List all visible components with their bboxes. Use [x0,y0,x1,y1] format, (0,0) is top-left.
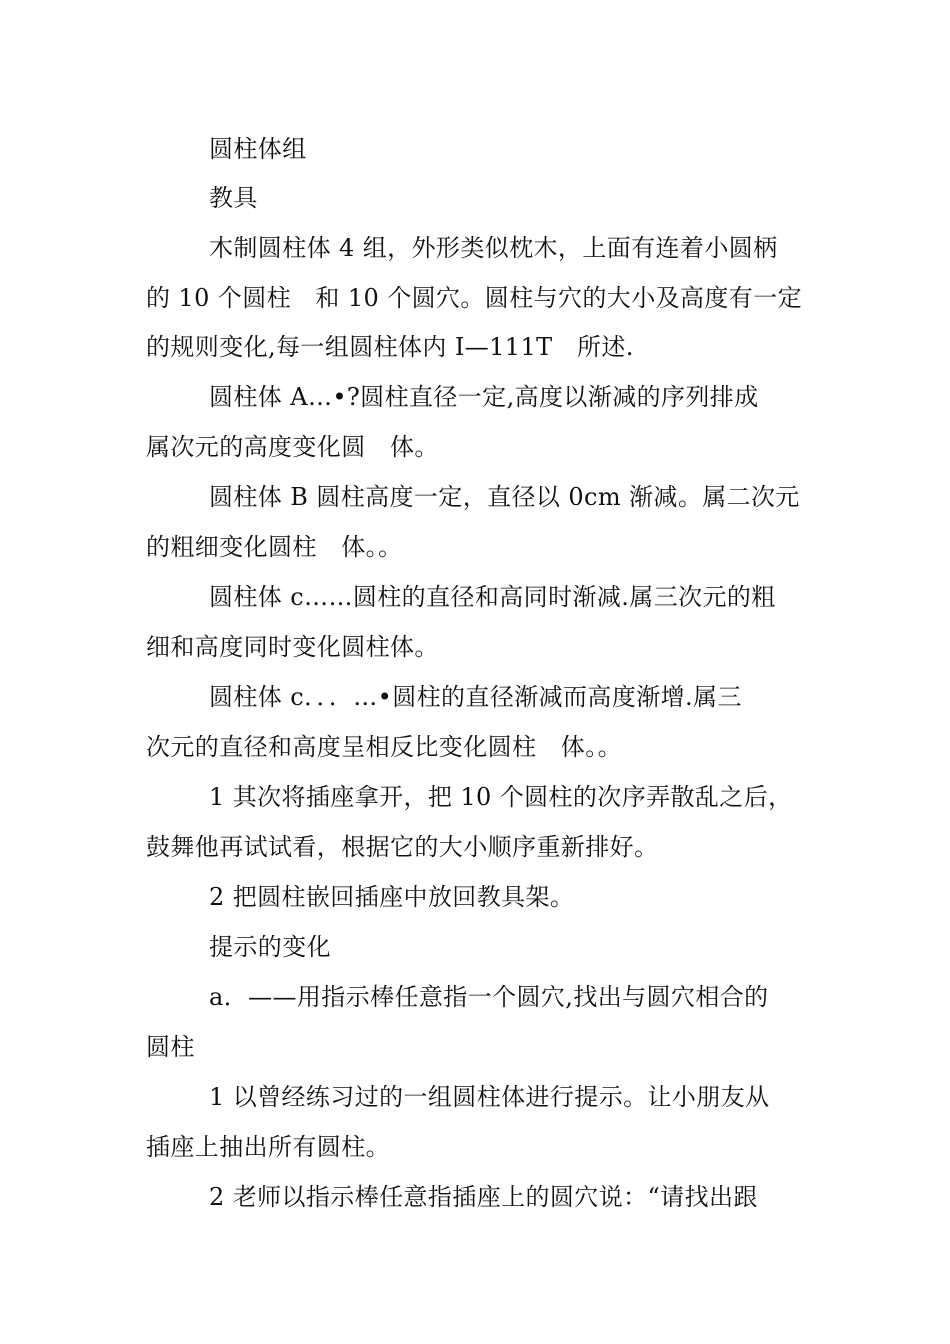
paragraph-line: a．——用指示棒任意指一个圆穴,找出与圆穴相合的 [209,983,769,1011]
heading-presentation-variations: 提示的变化 [209,933,331,961]
paragraph-line: 的 10 个圆柱 和 10 个圆穴。圆柱与穴的大小及高度有一定 [146,284,802,312]
paragraph-line: 圆柱 [146,1033,195,1061]
paragraph-line: 圆柱体 B 圆柱高度一定，直径以 0cm 渐减。属二次元 [209,483,800,511]
paragraph-line: 次元的直径和高度呈相反比变化圆柱 体。。 [146,733,622,761]
heading-cylinder-set: 圆柱体组 [209,135,307,163]
paragraph-line: 圆柱体 A…•?圆柱直径一定,高度以渐减的序列排成 [209,383,759,411]
paragraph-line: 2 老师以指示棒任意指插座上的圆穴说：“请找出跟 [209,1183,758,1211]
paragraph-line: 鼓舞他再试试看，根据它的大小顺序重新排好。 [146,833,659,861]
paragraph-line: 圆柱体 c……圆柱的直径和高同时渐减.属三次元的粗 [209,583,776,611]
paragraph-line: 木制圆柱体 4 组，外形类似枕木，上面有连着小圆柄 [209,234,778,262]
heading-materials: 教具 [209,184,258,212]
paragraph-line: 细和高度同时变化圆柱体。 [146,633,439,661]
paragraph-line: 圆柱体 c．．．…•圆柱的直径渐减而高度渐增.属三 [209,683,742,711]
paragraph-line: 属次元的高度变化圆 体。 [146,433,439,461]
paragraph-line: 插座上抽出所有圆柱。 [146,1133,390,1161]
paragraph-line: 1 以曾经练习过的一组圆柱体进行提示。让小朋友从 [209,1083,770,1111]
paragraph-line: 的规则变化,每一组圆柱体内 I—111T 所述. [146,333,634,361]
paragraph-line: 2 把圆柱嵌回插座中放回教具架。 [209,883,575,911]
paragraph-line: 1 其次将插座拿开，把 10 个圆柱的次序弄散乱之后， [209,783,793,811]
paragraph-line: 的粗细变化圆柱 体。。 [146,533,403,561]
